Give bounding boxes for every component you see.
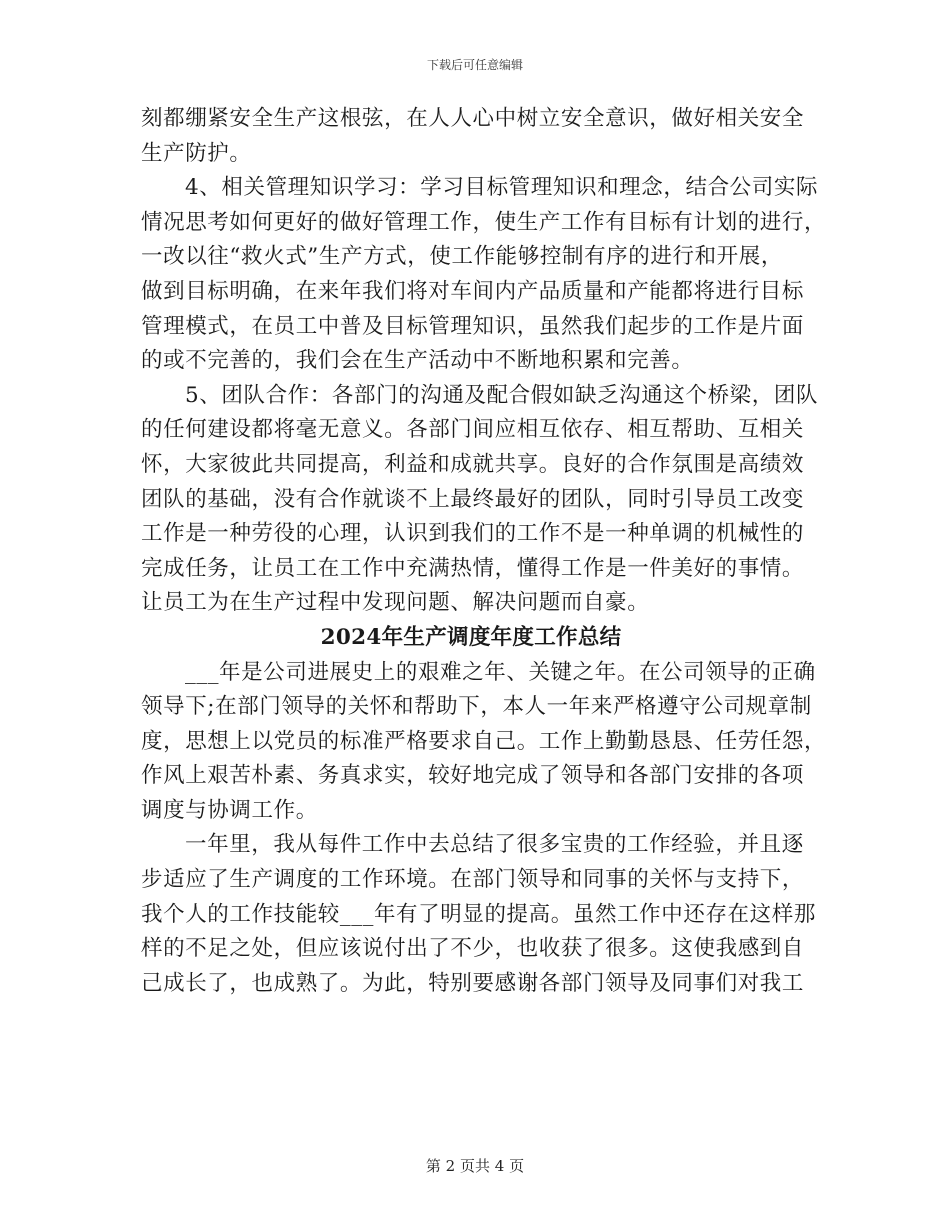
paragraph-line: 生产防护。 — [141, 140, 252, 166]
paragraph-line: 己成长了，也成熟了。为此，特别要感谢各部门领导及同事们对我工 — [141, 970, 805, 996]
paragraph-line: 一改以往“救火式”生产方式，使工作能够控制有序的进行和开展， — [141, 244, 783, 270]
page-header: 下载后可任意编辑 — [426, 58, 523, 72]
section-title: 2024年生产调度年度工作总结 — [320, 624, 622, 650]
paragraph-line: 步适应了生产调度的工作环境。在部门领导和同事的关怀与支持下， — [141, 867, 805, 893]
paragraph-line: 做到目标明确，在来年我们将对车间内产品质量和产能都将进行目标 — [141, 278, 805, 304]
paragraph-line: 让员工为在生产过程中发现问题、解决问题而自豪。 — [141, 590, 650, 616]
paragraph-line: 4、相关管理知识学习：学习目标管理知识和理念，结合公司实际 — [185, 175, 819, 201]
paragraph-line: 工作是一种劳役的心理，认识到我们的工作不是一种单调的机械性的 — [141, 521, 805, 547]
paragraph-line: 5、团队合作：各部门的沟通及配合假如缺乏沟通这个桥梁，团队 — [185, 382, 819, 408]
paragraph-line: 度，思想上以党员的标准严格要求自己。工作上勤勤恳恳、任劳任怨， — [141, 728, 827, 754]
paragraph-line: 完成任务，让员工在工作中充满热情，懂得工作是一件美好的事情。 — [141, 555, 805, 581]
paragraph-line: 一年里，我从每件工作中去总结了很多宝贵的工作经验，并且逐 — [185, 832, 804, 858]
paragraph-line: 刻都绷紧安全生产这根弦，在人人心中树立安全意识，做好相关安全 — [141, 106, 805, 131]
paragraph-line: 的或不完善的，我们会在生产活动中不断地积累和完善。 — [141, 348, 694, 374]
document-body — [141, 102, 827, 1001]
paragraph-line: 怀，大家彼此共同提高，利益和成就共享。良好的合作氛围是高绩效 — [141, 451, 805, 477]
paragraph-line: 领导下;在部门领导的关怀和帮助下，本人一年来严格遵守公司规章制 — [141, 694, 812, 720]
paragraph-line: 的任何建设都将毫无意义。各部门间应相互依存、相互帮助、互相关 — [141, 417, 805, 443]
paragraph-line: ___年是公司进展史上的艰难之年、关键之年。在公司领导的正确 — [185, 659, 816, 685]
paragraph-line: 调度与协调工作。 — [141, 797, 318, 823]
page-number: 第 2 页共 4 页 — [425, 1157, 525, 1175]
paragraph-line: 样的不足之处，但应该说付出了不少，也收获了很多。这使我感到自 — [141, 936, 805, 962]
paragraph-line: 管理模式，在员工中普及目标管理知识，虽然我们起步的工作是片面 — [141, 313, 805, 339]
paragraph-line: 我个人的工作技能较___年有了明显的提高。虽然工作中还存在这样那 — [141, 901, 816, 927]
paragraph-line: 情况思考如何更好的做好管理工作，使生产工作有目标有计划的进行， — [141, 209, 827, 235]
paragraph-line: 团队的基础，没有合作就谈不上最终最好的团队，同时引导员工改变 — [141, 486, 805, 512]
paragraph-line: 作风上艰苦朴素、务真求实，较好地完成了领导和各部门安排的各项 — [141, 763, 805, 789]
